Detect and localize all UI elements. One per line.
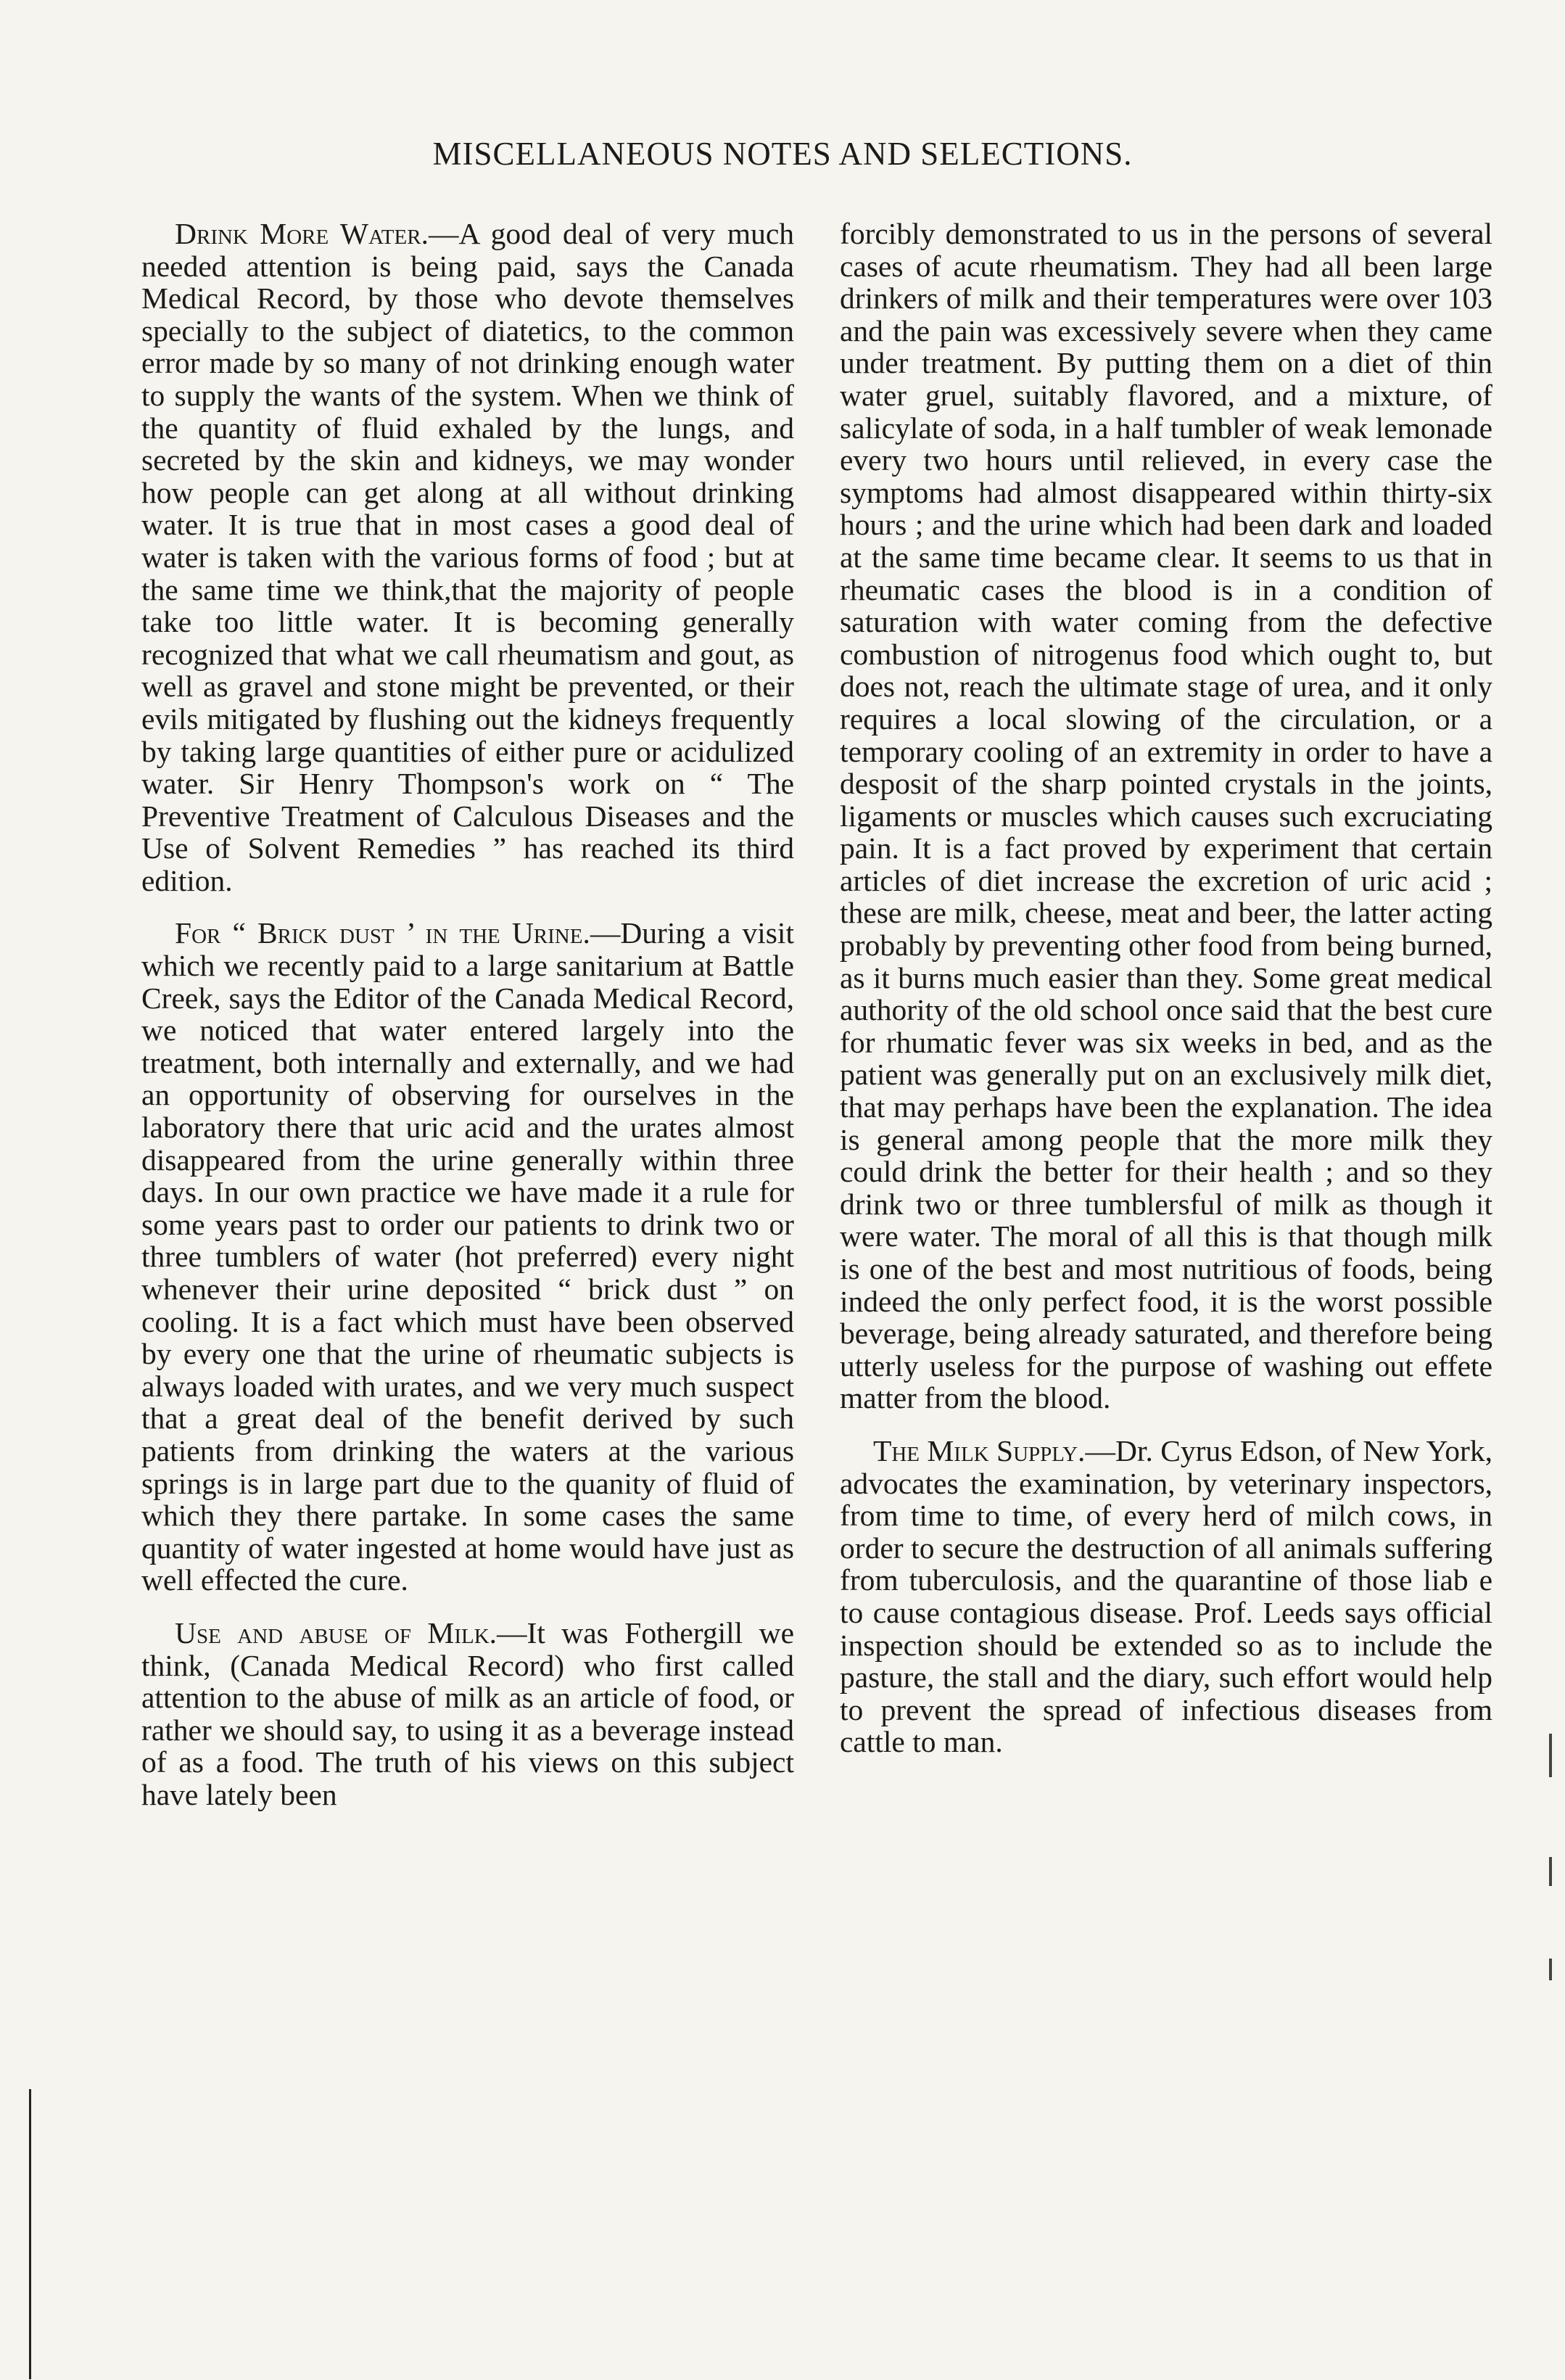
right-column (840, 218, 1492, 1779)
article-milk-abuse (141, 1617, 794, 1811)
article-milk-supply (840, 1435, 1492, 1758)
page-edge-mark (1549, 1857, 1552, 1886)
article-milk-abuse-continued (840, 218, 1492, 1415)
article-heading: The Milk Supply. (873, 1433, 1086, 1467)
page-edge-mark (1549, 1734, 1552, 1777)
article-body: forcibly demonstrated to us in the persons of several cases of acute rheumatism. They had all been large drinkers of milk and their temperatures were over 103 and the pain was excessively severe when they came under treatment. By putting them on a diet of thin water gruel, suitably flavored, and a mixture, of salicylate of soda, in a half tumbler of weak lemonade every two hours until relieved, in every case the symptoms had almost disappeared within thirty-six hours ; and the urine which had been dark and loaded at the same time became clear. It seems to us that in rheumatic cases the blood is in a condition of saturation with water coming from the defective combustion of nitrogenus food which ought to, but does not, reach the ultimate stage of urea, and it only requires a local slowing of the circulation, or a temporary cooling of an extremity in order to have a desposit of the sharp pointed crystals in the joints, ligaments or muscles which causes such excruciating pain. It is a fact proved by experiment that certain articles of diet increase the excretion of uric acid ; these are milk, cheese, meat and beer, the latter acting probably by preventing other food from being burned, as it burns much easier than they. Some great medical authority of the old school once said that the best cure for rhumatic fever was six weeks in bed, and as the patient was generally put on an exclusively milk diet, that may perhaps have been the explanation. The idea is general among people that the more milk they could drink the better for their health ; and so they drink two or three tumblersful of milk as though it were water. The moral of all this is that though milk is one of the best and most nutritious of foods, being indeed the only perfect food, it is the worst possible beverage, being already saturated, and therefore being utterly useless for the purpose of washing out effete matter from the blood. (840, 217, 1492, 1415)
article-body: —A good deal of very much needed attention is being paid, says the Canada Medical Record, by those who devote themselves specially to the subject of diatetics, to the common error made by so many of not drinking enough water to supply the wants of the system. When we think of the quantity of fluid exhaled by the lungs, and secreted by the skin and kidneys, we may wonder how people can get along at all without drinking water. It is true that in most cases a good deal of water is taken with the various forms of food ; but at the same time we think,that the majority of people take too little water. It is becoming generally recognized that what we call rheumatism and gout, as well as gravel and stone might be prevented, or their evils mitigated by flushing out the kidneys frequently by taking large quantities of either pure or acidulized water. Sir Henry Thompson's work on “ The Preventive Treatment of Calculous Diseases and the Use of Solvent Remedies ” has reached its third edition. (141, 217, 794, 897)
article-body: —During a visit which we recently paid to a large sanitarium at Battle Creek, says the Editor of the Canada Medical Record, we noticed that water entered largely into the treatment, both internally and externally, and we had an opportunity of observing for ourselves in the laboratory there that uric acid and the urates almost disappeared from the urine generally within three days. In our own practice we have made it a rule for some years past to order our patients to drink two or three tumblers of water (hot preferred) every night whenever their urine deposited “ brick dust ” on cooling. It is a fact which must have been observed by every one that the urine of rheumatic subjects is always loaded with urates, and we very much suspect that a great deal of the benefit derived by such patients from drinking the waters at the various springs is in large part due to the quanity of fluid of which they there partake. In some cases the same quantity of water ingested at home would have just as well effected the cure. (141, 916, 794, 1597)
page-edge-mark (1549, 1959, 1552, 1980)
article-body: —Dr. Cyrus Edson, of New York, advocates the examination, by veterinary inspectors, from time to time, of every herd of milch cows, in order to secure the destruction of all animals suffering from tuberculosis, and the quarantine of those liab e to cause contagious disease. Prof. Leeds says official inspection should be extended so as to include the pasture, the stall and the diary, such effort would help to prevent the spread of infectious diseases from cattle to man. (840, 1433, 1492, 1759)
article-heading: Drink More Water. (175, 217, 429, 250)
article-brick-dust (141, 917, 794, 1596)
binding-edge-line (29, 2089, 31, 2379)
article-heading: Use and abuse of Milk. (175, 1615, 497, 1650)
left-column (141, 218, 794, 1832)
article-drink-more-water (141, 218, 794, 897)
article-heading: For “ Brick dust ’ in the Urine. (175, 916, 590, 950)
article-body: —It was Fothergill we think, (Canada Medical Record) who first called attention to the abuse of milk as an article of food, or rather we should say, to using it as a beverage instead of as a food. The truth of his views on this subject have lately been (141, 1615, 794, 1811)
page-title: MISCELLANEOUS NOTES AND SELECTIONS. (432, 136, 1133, 172)
